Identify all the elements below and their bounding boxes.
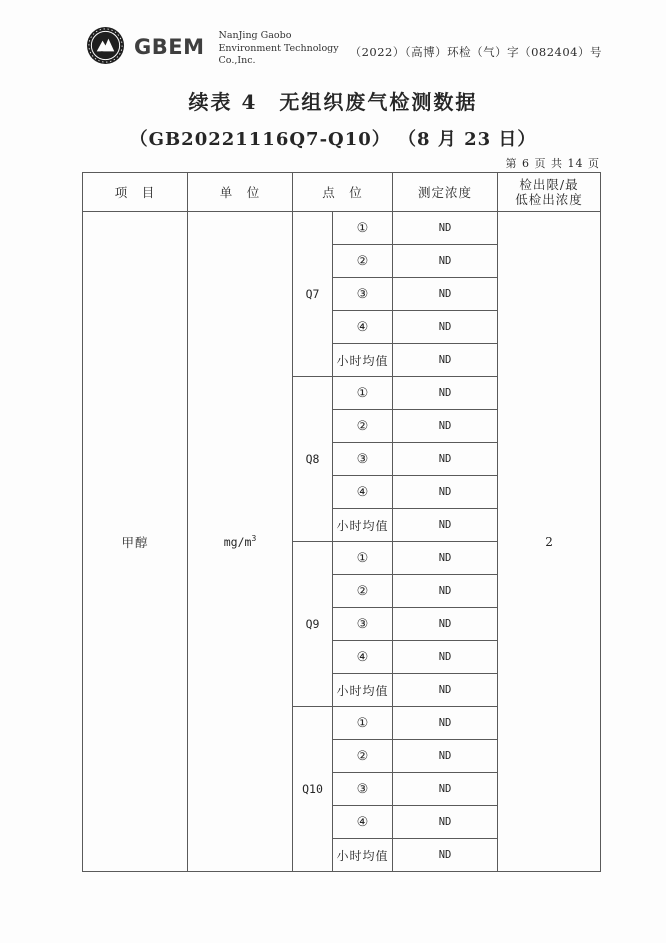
detection-limit-header-line1: 检出限/最 [519, 177, 579, 192]
value-cell: ND [393, 773, 498, 806]
company-line-1: NanJing Gaobo [218, 30, 292, 41]
value-cell: ND [393, 806, 498, 839]
sample-label-cell: ① [333, 542, 393, 575]
sample-label-cell: ③ [333, 608, 393, 641]
sample-label-cell: ① [333, 707, 393, 740]
sample-label-cell: ④ [333, 311, 393, 344]
sample-label-cell: ④ [333, 476, 393, 509]
table-header-row [83, 173, 601, 212]
col-header-unit: 单 位 [188, 173, 293, 212]
col-header-concentration: 测定浓度 [393, 173, 498, 212]
value-cell: ND [393, 707, 498, 740]
emission-data-table [82, 172, 601, 872]
sample-label-cell: ② [333, 740, 393, 773]
value-cell: ND [393, 608, 498, 641]
col-header-point: 点 位 [293, 173, 393, 212]
point-cell-q10: Q10 [293, 707, 333, 872]
col-header-detection-limit [498, 173, 601, 212]
gbem-seal-icon [86, 26, 125, 65]
value-cell: ND [393, 674, 498, 707]
sample-label-cell: ① [333, 377, 393, 410]
value-cell: ND [393, 509, 498, 542]
value-cell: ND [393, 311, 498, 344]
sample-label-cell: 小时均值 [333, 839, 393, 872]
value-cell: ND [393, 212, 498, 245]
gbem-wordmark: GBEM [134, 35, 205, 59]
page-subtitle: （GB20221116Q7-Q10） （8 月 23 日） [129, 129, 537, 150]
company-line-3: Co.,Inc. [218, 55, 256, 66]
point-cell-q7: Q7 [293, 212, 333, 377]
value-cell: ND [393, 344, 498, 377]
value-cell: ND [393, 641, 498, 674]
sample-label-cell: 小时均值 [333, 509, 393, 542]
sample-label-cell: ④ [333, 641, 393, 674]
page-title: 续表 4 无组织废气检测数据 [188, 90, 478, 114]
item-cell: 甲醇 [83, 212, 188, 872]
sample-label-cell: 小时均值 [333, 344, 393, 377]
company-line-2: Environment Technology [218, 42, 339, 54]
value-cell: ND [393, 575, 498, 608]
page-indicator: 第 6 页 共 14 页 [505, 157, 600, 170]
sample-label-cell: ③ [333, 443, 393, 476]
value-cell: ND [393, 377, 498, 410]
value-cell: ND [393, 839, 498, 872]
value-cell: ND [393, 245, 498, 278]
detection-limit-header-line2: 低检出浓度 [515, 192, 583, 207]
value-cell: ND [393, 542, 498, 575]
sample-label-cell: 小时均值 [333, 674, 393, 707]
sample-label-cell: ③ [333, 773, 393, 806]
document-number: （2022）（高博）环检（气）字（082404）号 [349, 45, 602, 59]
table-row [83, 212, 601, 245]
sample-label-cell: ② [333, 575, 393, 608]
col-header-item: 项 目 [83, 173, 188, 212]
letterhead [86, 26, 602, 68]
value-cell: ND [393, 410, 498, 443]
value-cell: ND [393, 740, 498, 773]
sample-label-cell: ① [333, 212, 393, 245]
unit-superscript: 3 [251, 534, 257, 544]
point-cell-q9: Q9 [293, 542, 333, 707]
point-cell-q8: Q8 [293, 377, 333, 542]
unit-base: mg/m [223, 534, 252, 549]
unit-cell [188, 212, 293, 872]
sample-label-cell: ② [333, 410, 393, 443]
detection-limit-cell: 2 [498, 212, 601, 872]
value-cell: ND [393, 476, 498, 509]
sample-label-cell: ④ [333, 806, 393, 839]
sample-label-cell: ② [333, 245, 393, 278]
company-name [219, 30, 339, 68]
value-cell: ND [393, 443, 498, 476]
value-cell: ND [393, 278, 498, 311]
sample-label-cell: ③ [333, 278, 393, 311]
